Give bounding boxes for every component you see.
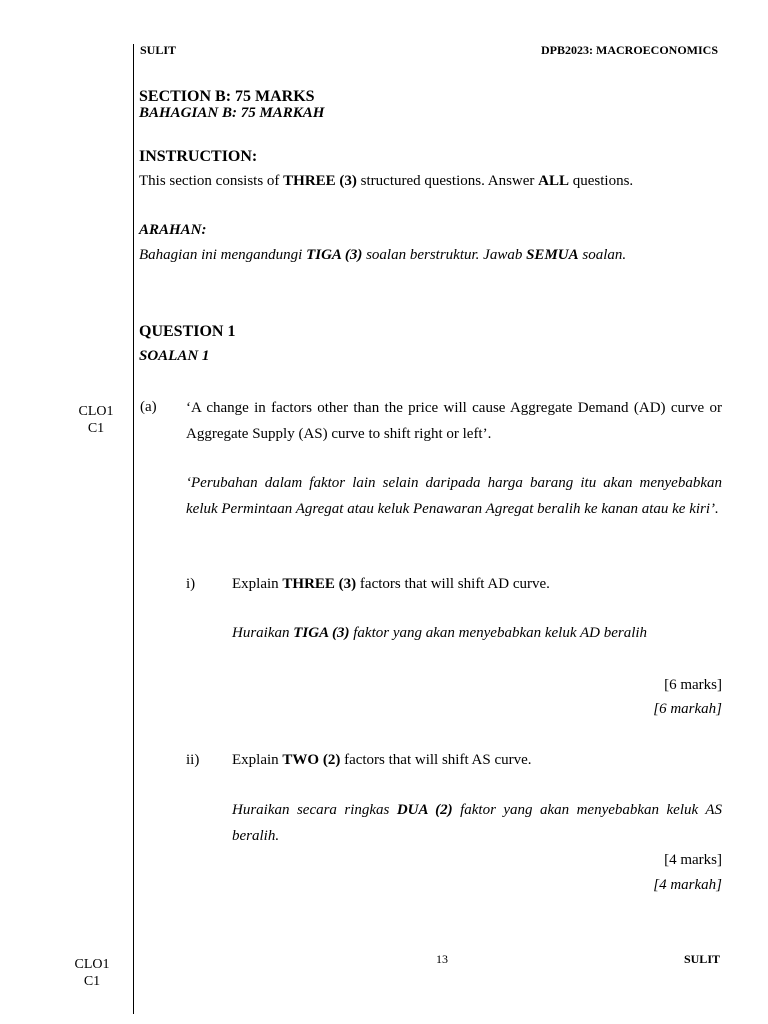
instruction-all: ALL <box>538 173 569 189</box>
cognitive-level: C1 <box>83 974 101 989</box>
instruction-text-a: This section consists of <box>139 173 284 189</box>
part-a-statement-my: ‘Perubahan dalam faktor lain selain daripada harga barang itu akan menyebabkan keluk Permintaan Agregat atau keluk Penawaran Agregat beralih ke kanan atau ke kiri’. <box>186 475 722 517</box>
arahan-text-a: Bahagian ini mengandungi <box>139 247 307 263</box>
clo-label <box>66 403 126 437</box>
sub-i-text-c: factors that will shift AD curve. <box>356 576 550 592</box>
sub-ii-label: ii) <box>186 752 200 768</box>
sub-i-question <box>232 576 550 593</box>
sub-i-count: THREE (3) <box>282 576 357 592</box>
sub-ii-marks: [4 marks] <box>664 852 722 868</box>
sub-i-marks: [6 marks] <box>664 677 722 693</box>
footer-classification: SULIT <box>683 952 720 966</box>
sub-i-label: i) <box>186 576 196 592</box>
arahan-text-e: soalan. <box>578 247 627 263</box>
clo-label <box>62 956 122 990</box>
section-title: SECTION B: 75 MARKS <box>139 88 315 105</box>
sub-ii-question-my <box>232 797 722 849</box>
cognitive-level: C1 <box>87 421 105 436</box>
arahan-semua: SEMUA <box>526 247 579 263</box>
arahan-heading: ARAHAN: <box>139 222 207 238</box>
clo-code: CLO1 <box>78 404 114 419</box>
arahan-text <box>139 247 626 264</box>
page-number: 13 <box>436 952 448 966</box>
part-a-statement: ‘A change in factors other than the price will cause Aggregate Demand (AD) curve or Aggregate Supply (AS) curve to shift right or left’. <box>186 400 722 442</box>
sub-ii-text-c: factors that will shift AS curve. <box>340 752 532 768</box>
sub-ii-text-a: Explain <box>232 752 283 768</box>
sub-ii-count: TWO (2) <box>282 752 341 768</box>
sub-i-marks-my: [6 markah] <box>653 701 722 717</box>
arahan-count: TIGA (3) <box>306 247 363 263</box>
margin-rule <box>133 44 134 1014</box>
sub-ii-my-a: Huraikan secara ringkas <box>232 802 397 818</box>
sub-ii-my-c: faktor yang akan menyebabkan keluk AS beralih. <box>232 802 722 844</box>
question-title: QUESTION 1 <box>139 323 236 340</box>
instruction-heading: INSTRUCTION: <box>139 148 258 165</box>
sub-i-my-a: Huraikan <box>232 625 294 641</box>
section-title-my: BAHAGIAN B: 75 MARKAH <box>139 105 325 121</box>
instruction-text <box>139 173 633 190</box>
header-course-code: DPB2023: MACROECONOMICS <box>541 43 718 57</box>
instruction-text-c: structured questions. Answer <box>356 173 539 189</box>
sub-i-my-c: faktor yang akan menyebabkan keluk AD beralih <box>349 625 648 641</box>
sub-ii-marks-my: [4 markah] <box>653 877 722 893</box>
header-classification: SULIT <box>140 43 177 57</box>
sub-i-my-count: TIGA (3) <box>293 625 350 641</box>
arahan-text-c: soalan berstruktur. Jawab <box>362 247 527 263</box>
sub-ii-question <box>232 752 532 769</box>
sub-i-text-a: Explain <box>232 576 283 592</box>
part-a-label: (a) <box>140 399 157 415</box>
question-title-my: SOALAN 1 <box>139 348 210 364</box>
instruction-text-e: questions. <box>569 173 634 189</box>
clo-code: CLO1 <box>74 957 110 972</box>
sub-i-question-my <box>232 625 647 642</box>
instruction-count: THREE (3) <box>283 173 357 189</box>
sub-ii-my-count: DUA (2) <box>396 802 453 818</box>
